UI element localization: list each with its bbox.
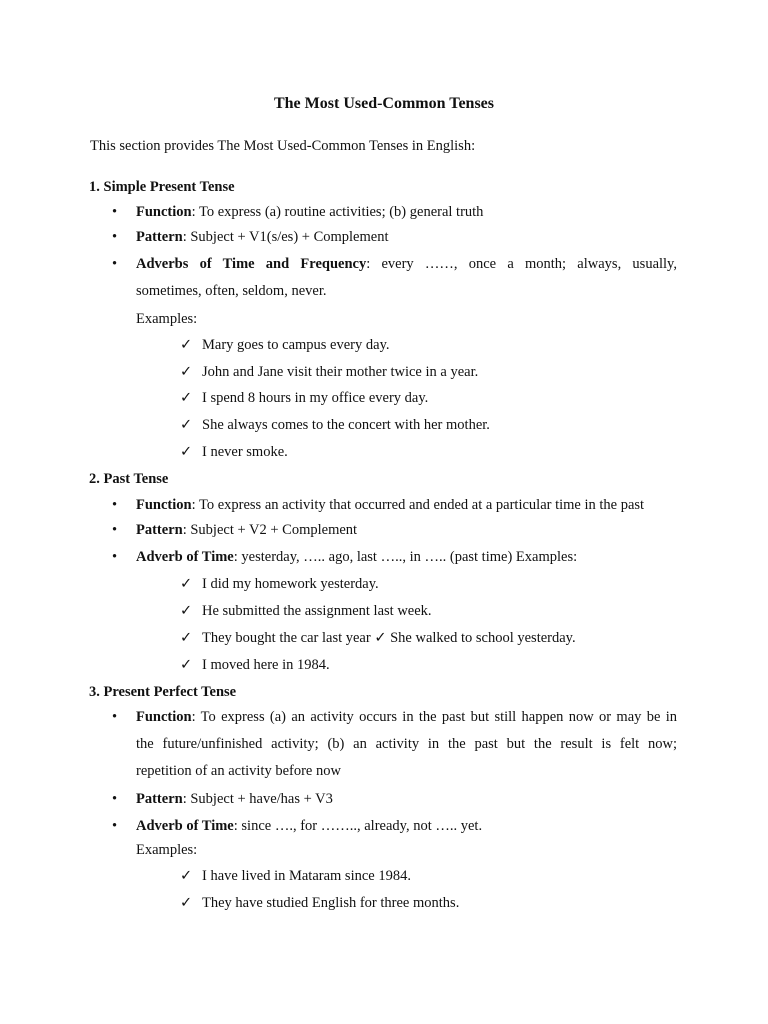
section-heading-present-perfect: 3. Present Perfect Tense bbox=[89, 684, 237, 700]
section-heading-simple-present: 1. Simple Present Tense bbox=[89, 179, 235, 195]
bullet-label: Adverb of Time bbox=[136, 818, 234, 834]
document-title: The Most Used-Common Tenses bbox=[273, 95, 494, 112]
bullet-label: Adverb of Time bbox=[136, 549, 234, 565]
bullet-text: : yesterday, ….. ago, last ….., in ….. (past time) Examples: bbox=[233, 549, 578, 565]
bullet-text: : Subject + have/has + V3 bbox=[182, 791, 333, 807]
examples-label: Examples: bbox=[136, 842, 198, 858]
check-icon: ✓ bbox=[180, 364, 193, 380]
section-heading-past: 2. Past Tense bbox=[89, 471, 169, 487]
check-icon: ✓ bbox=[180, 444, 193, 460]
bullet-label: Pattern bbox=[136, 522, 183, 538]
example-item: ✓ Mary goes to campus every day. bbox=[180, 337, 390, 353]
bullet-icon: • bbox=[112, 204, 118, 220]
check-icon: ✓ bbox=[180, 630, 193, 646]
check-icon: ✓ bbox=[180, 868, 193, 884]
bullet-text: : Subject + V1(s/es) + Complement bbox=[182, 229, 389, 245]
example-item: ✓ She always comes to the concert with her mother. bbox=[180, 417, 490, 433]
bullet-icon: • bbox=[112, 497, 118, 513]
bullet-text: : To express an activity that occurred and ended at a particular time in the past bbox=[191, 497, 645, 513]
bullet-text: : since …., for …….., already, not ….. yet. bbox=[233, 818, 483, 834]
check-icon: ✓ bbox=[180, 337, 193, 353]
example-item: ✓ I have lived in Mataram since 1984. bbox=[180, 868, 411, 884]
check-icon: ✓ bbox=[180, 895, 193, 911]
example-item: ✓ He submitted the assignment last week. bbox=[180, 603, 432, 619]
intro-paragraph: This section provides The Most Used-Common Tenses in English: bbox=[90, 138, 476, 154]
bullet-label: Function bbox=[136, 497, 192, 513]
check-icon: ✓ bbox=[180, 603, 193, 619]
bullet-icon: • bbox=[112, 522, 118, 538]
check-icon: ✓ bbox=[374, 630, 387, 646]
bullet-label: Pattern bbox=[136, 229, 183, 245]
inline-example: She walked to school yesterday. bbox=[390, 630, 576, 646]
bullet-label: Adverbs of Time and Frequency bbox=[136, 256, 367, 272]
bullet-text: repetition of an activity before now bbox=[136, 763, 341, 779]
check-icon: ✓ bbox=[180, 657, 193, 673]
example-item: ✓ I spend 8 hours in my office every day. bbox=[180, 390, 429, 406]
bullet-icon: • bbox=[112, 791, 118, 807]
bullet-label: Pattern bbox=[136, 791, 183, 807]
example-item: ✓ I never smoke. bbox=[180, 444, 288, 460]
bullet-label: Function bbox=[136, 204, 192, 220]
example-item: ✓ I moved here in 1984. bbox=[180, 657, 330, 673]
bullet-icon: • bbox=[112, 256, 118, 272]
check-icon: ✓ bbox=[180, 417, 193, 433]
example-item: ✓ They bought the car last year ✓ She walked to school yesterday. bbox=[180, 630, 576, 646]
bullet-label: Function bbox=[136, 709, 192, 725]
bullet-text: sometimes, often, seldom, never. bbox=[136, 283, 327, 299]
bullet-text: : To express (a) an activity occurs in the past but still happen now or may be in bbox=[191, 709, 677, 725]
bullet-text: : To express (a) routine activities; (b) general truth bbox=[191, 204, 484, 220]
bullet-icon: • bbox=[112, 818, 118, 834]
bullet-icon: • bbox=[112, 709, 118, 725]
check-icon: ✓ bbox=[180, 576, 193, 592]
bullet-text: the future/unfinished activity; (b) an activity in the past but the result is felt now; bbox=[136, 736, 677, 752]
bullet-icon: • bbox=[112, 549, 118, 565]
example-item: ✓ I did my homework yesterday. bbox=[180, 576, 379, 592]
bullet-text: : every ……, once a month; always, usually, bbox=[366, 256, 677, 272]
examples-label: Examples: bbox=[136, 311, 198, 327]
check-icon: ✓ bbox=[180, 390, 193, 406]
example-item: ✓ They have studied English for three months. bbox=[180, 895, 460, 911]
example-item: ✓ John and Jane visit their mother twice in a year. bbox=[180, 364, 479, 380]
bullet-icon: • bbox=[112, 229, 118, 245]
bullet-text: : Subject + V2 + Complement bbox=[182, 522, 358, 538]
